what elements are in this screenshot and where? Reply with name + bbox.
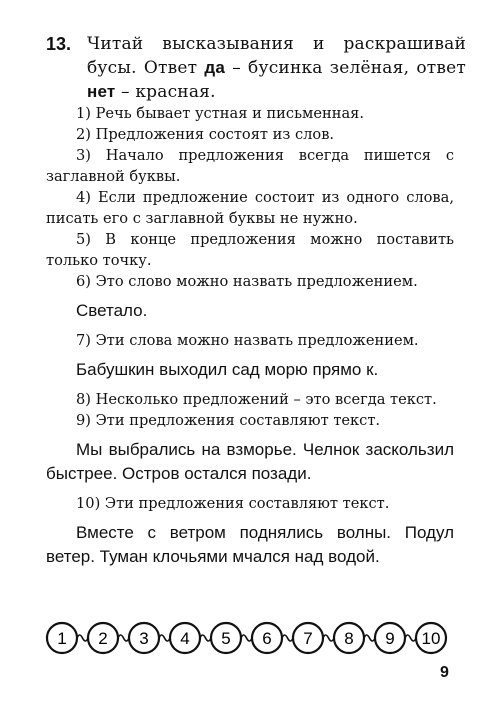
bead-label-3: 3 [139,629,149,648]
bead-string [282,635,293,641]
instruction-part-2: – бусинка зелёная, ответ [225,58,467,78]
bead-label-1: 1 [57,629,67,648]
statement-6: 6) Это слово можно назвать предложением. [76,273,418,290]
bead-string [405,635,416,641]
bead-string [323,635,334,641]
beads-svg [40,618,460,658]
statement-5: 5) В конце предложения можно поставить только точку. [46,231,454,269]
bead-label-4: 4 [180,629,190,648]
no-word: нет [87,82,116,101]
page-number: 9 [440,664,449,681]
example-9: Мы выбрались на взморье. Челнок заскользил быстрее. Остров остался позади. [46,440,454,483]
statement-4: 4) Если предложение состоит из одного слова, писать его с заглавной буквы не нужно. [46,189,454,227]
statement-3: 3) Начало предложения всегда пишется с заглавной буквы. [46,147,454,185]
yes-word: да [204,58,226,77]
bead-string [159,635,170,641]
statements-list [46,103,454,576]
bead-label-9: 9 [385,629,395,648]
beads-necklace [40,618,460,658]
statement-8: 8) Несколько предложений – это всегда текст. [76,391,437,408]
task-number: 13. [46,34,72,54]
bead-label-5: 5 [221,629,231,648]
bead-label-2: 2 [98,629,108,648]
bead-label-7: 7 [303,629,313,648]
example-6: Светало. [76,301,148,320]
statement-1: 1) Речь бывает устная и письменная. [76,105,365,122]
example-7: Бабушкин выходил сад морю прямо к. [76,360,379,379]
task-instruction [87,32,466,104]
bead-label-8: 8 [344,629,354,648]
bead-string [77,635,88,641]
statement-7: 7) Эти слова можно назвать предложением. [76,332,419,349]
instruction-part-1: Читай высказывания и раскрашивай бусы. Ответ [87,34,466,78]
bead-string [118,635,129,641]
bead-string [364,635,375,641]
statement-10: 10) Эти предложения составляют текст. [76,495,390,512]
statement-2: 2) Предложения состоят из слов. [76,126,335,143]
example-10: Вместе с ветром поднялись волны. Подул ветер. Туман клочьями мчался над водой. [46,523,454,566]
bead-string [200,635,211,641]
task-header [46,32,466,104]
bead-label-10: 10 [421,629,441,648]
statement-9: 9) Эти предложения составляют текст. [76,412,381,429]
bead-string [241,635,252,641]
instruction-part-3: – красная. [115,82,216,102]
bead-label-6: 6 [262,629,272,648]
